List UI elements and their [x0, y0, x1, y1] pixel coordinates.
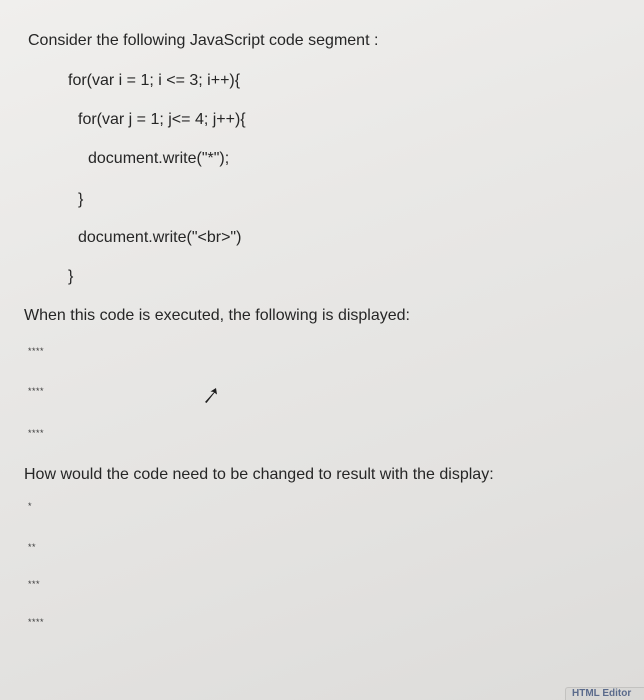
current-output-line: **** [28, 386, 45, 396]
html-editor-tab-label: HTML Editor [572, 688, 632, 699]
desired-output-line: * [28, 501, 33, 511]
desired-output-line: *** [28, 579, 41, 589]
change-prompt: How would the code need to be changed to result with the display: [24, 466, 494, 483]
code-line-outer-loop: for(var i = 1; i <= 3; i++){ [68, 72, 241, 89]
code-line-inner-loop: for(var j = 1; j<= 4; j++){ [78, 111, 246, 128]
desired-output-line: ** [28, 542, 37, 552]
code-line-write-star: document.write("*"); [88, 150, 230, 167]
code-line-write-br: document.write("<br>") [78, 229, 242, 246]
current-output-line: **** [28, 346, 45, 356]
desired-output-line: **** [28, 617, 45, 627]
current-output-line: **** [28, 428, 45, 438]
question-intro: Consider the following JavaScript code segment : [28, 32, 379, 49]
mouse-pointer-icon [202, 387, 220, 405]
code-line-outer-close: } [68, 268, 74, 285]
executed-text: When this code is executed, the following is displayed: [24, 307, 410, 324]
html-editor-tab[interactable] [565, 687, 644, 700]
code-line-inner-close: } [78, 191, 84, 208]
